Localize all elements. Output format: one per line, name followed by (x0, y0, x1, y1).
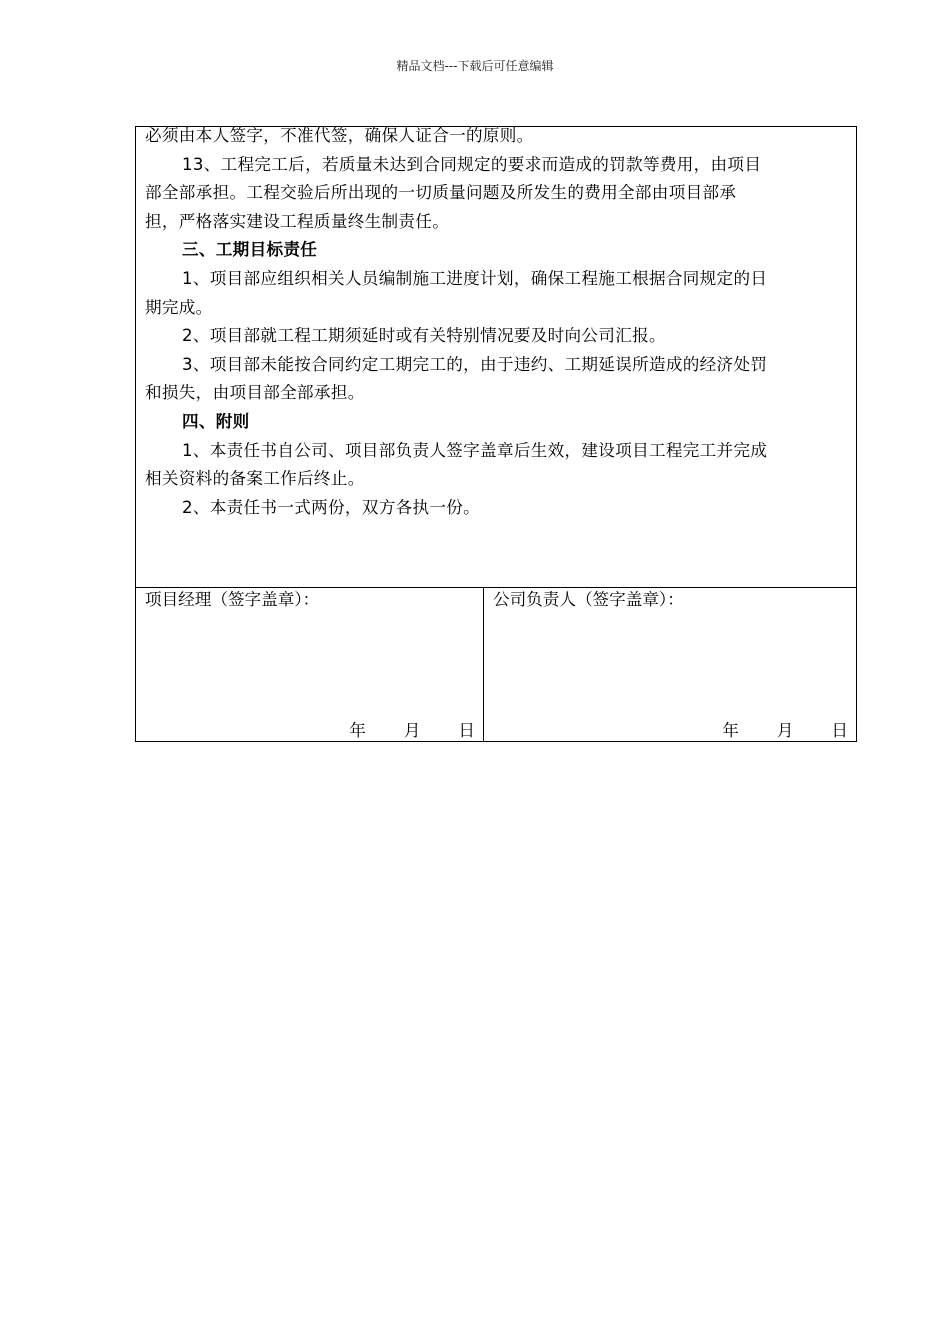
project-manager-signature-label: 项目经理（签字盖章）： (145, 590, 320, 609)
paragraph-appendix-1: 1、本责任书自公司、项目部负责人签字盖章后生效，建设项目工程完工并完成 (182, 440, 768, 460)
section-heading-schedule: 三、工期目标责任 (182, 240, 318, 260)
project-manager-date-line (349, 719, 475, 743)
paragraph-schedule-2: 2、项目部就工程工期须延时或有关特别情况要及时向公司汇报。 (182, 326, 666, 346)
paragraph-clause-13-line-2: 部全部承担。工程交验后所出现的一切质量问题及所发生的费用全部由项目部承 (145, 183, 737, 203)
company-head-date-line (722, 719, 848, 743)
section-heading-appendix: 四、附则 (182, 411, 250, 431)
signature-row (136, 588, 856, 741)
paragraph-continuation: 必须由本人签字，不准代签，确保人证合一的原则。 (145, 127, 534, 145)
year-label: 年 (722, 721, 739, 740)
page-header: 精品文档---下载后可任意编辑 (396, 59, 554, 73)
month-label: 月 (403, 721, 421, 740)
company-head-signature-cell (484, 588, 856, 741)
paragraph-schedule-1-line-2: 期完成。 (145, 297, 213, 317)
responsibility-table (135, 126, 857, 742)
company-head-signature-label: 公司负责人（签字盖章）： (493, 590, 684, 609)
paragraph-schedule-1: 1、项目部应组织相关人员编制施工进度计划，确保工程施工根据合同规定的日 (182, 268, 768, 288)
paragraph-schedule-3-line-2: 和损失，由项目部全部承担。 (145, 383, 365, 403)
month-label: 月 (776, 721, 794, 740)
paragraph-clause-13-line-3: 担，严格落实建设工程质量终生制责任。 (145, 211, 450, 231)
year-label: 年 (349, 721, 366, 740)
paragraph-schedule-3: 3、项目部未能按合同约定工期完工的，由于违约、工期延误所造成的经济处罚 (182, 354, 768, 374)
day-label: 日 (458, 721, 475, 740)
paragraph-appendix-1-line-2: 相关资料的备案工作后终止。 (145, 469, 365, 489)
day-label: 日 (831, 721, 848, 740)
project-manager-signature-cell (136, 588, 484, 741)
content-cell (136, 127, 856, 588)
paragraph-appendix-2: 2、本责任书一式两份，双方各执一份。 (182, 497, 481, 517)
paragraph-clause-13: 13、工程完工后，若质量未达到合同规定的要求而造成的罚款等费用，由项目 (182, 154, 762, 174)
